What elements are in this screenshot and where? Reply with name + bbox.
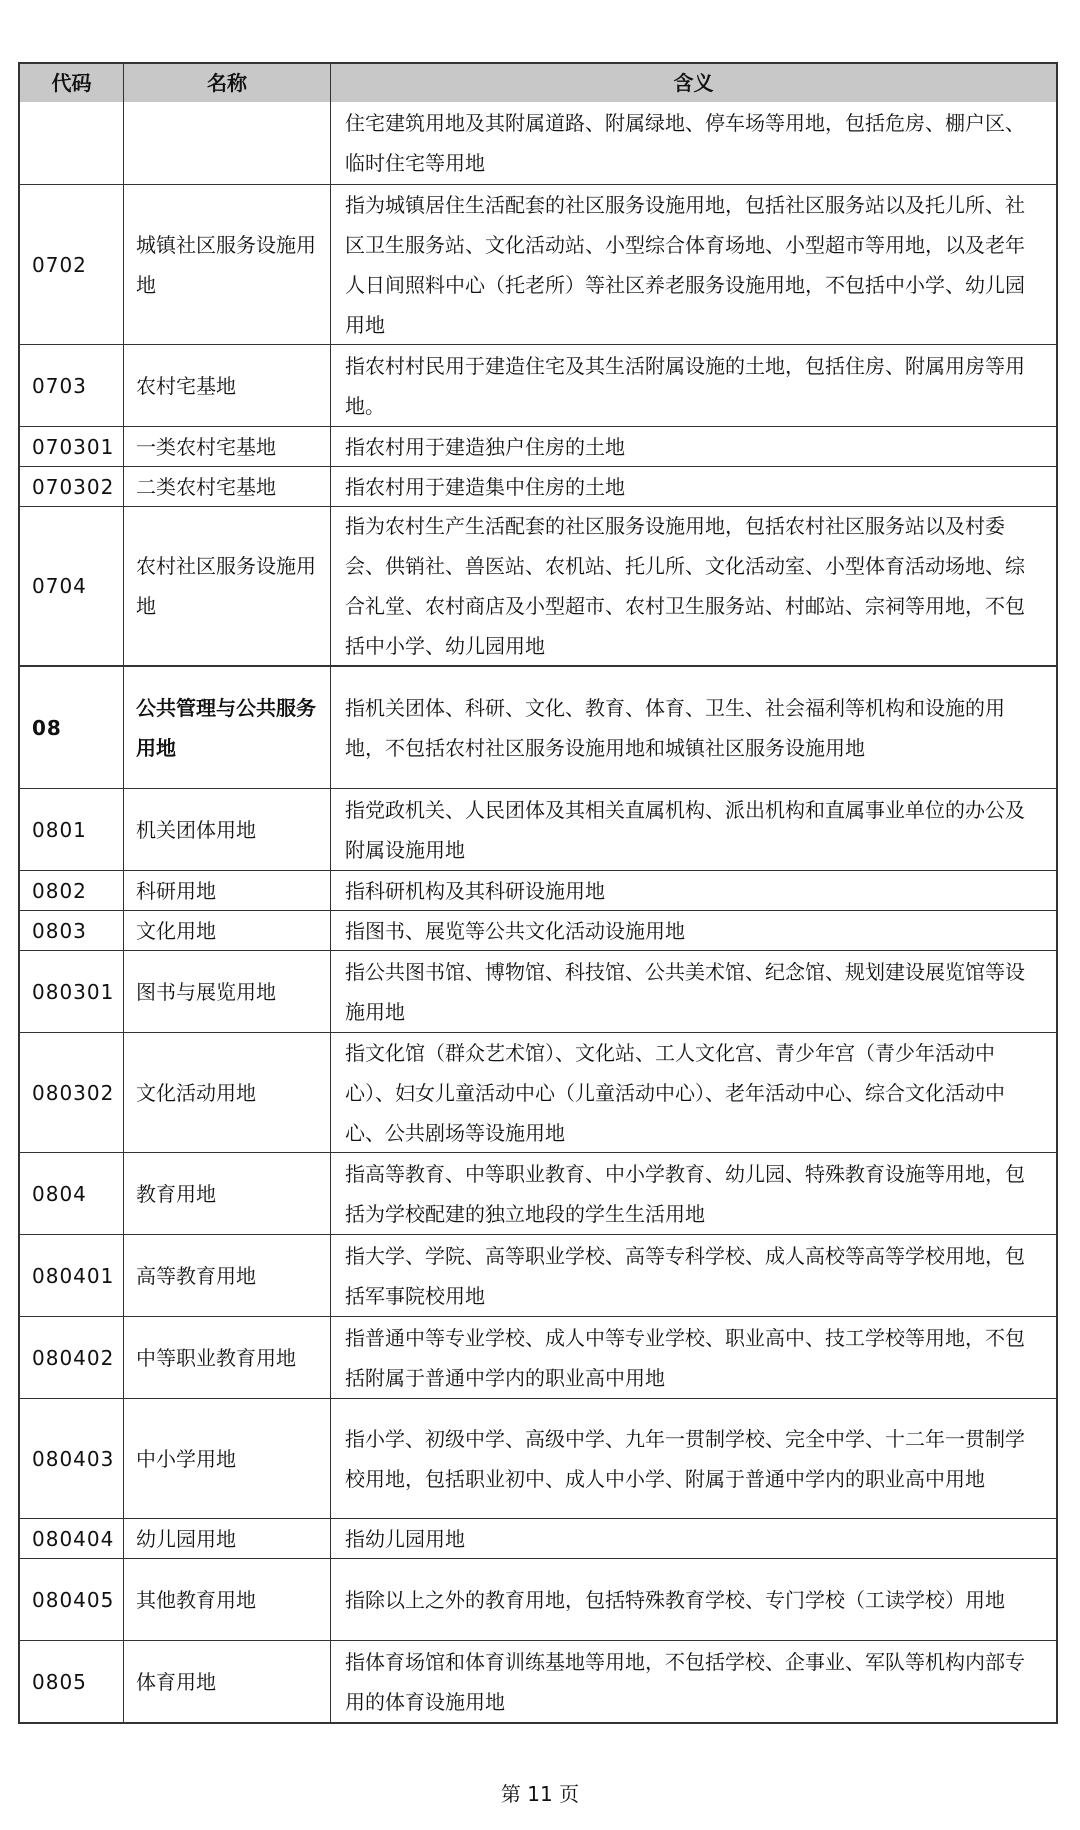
row-code: 080401 [20, 1235, 124, 1316]
table-row [20, 870, 1056, 910]
row-meaning: 指为农村生产生活配套的社区服务设施用地，包括农村社区服务站以及村委会、供销社、兽医站、农机站、托儿所、文化活动室、小型体育活动场地、综合礼堂、农村商店及小型超市、农村卫生服务站、村邮站、宗祠等用地，不包括中小学、幼儿园用地 [345, 514, 1025, 658]
row-meaning: 指高等教育、中等职业教育、中小学教育、幼儿园、特殊教育设施等用地，包括为学校配建的独立地段的学生生活用地 [345, 1161, 1025, 1226]
row-code: 080402 [20, 1317, 124, 1398]
header-meaning: 含义 [673, 71, 714, 95]
table-row [20, 910, 1056, 950]
row-meaning: 指公共图书馆、博物馆、科技馆、公共美术馆、纪念馆、规划建设展览馆等设施用地 [345, 959, 1025, 1024]
table-row [20, 666, 1056, 788]
row-name: 一类农村宅基地 [124, 427, 331, 466]
row-code: 080302 [20, 1033, 124, 1152]
row-meaning: 指为城镇居住生活配套的社区服务设施用地，包括社区服务站以及托儿所、社区卫生服务站、文化活动站、小型综合体育场地、小型超市等用地，以及老年人日间照料中心（托老所）等社区养老服务设施用地，不包括中小学、幼儿园用地 [345, 192, 1025, 337]
row-meaning: 住宅建筑用地及其附属道路、附属绿地、停车场等用地，包括危房、棚户区、临时住宅等用地 [345, 111, 1025, 175]
row-name: 文化用地 [124, 911, 331, 950]
row-name: 农村社区服务设施用地 [124, 507, 331, 665]
row-code: 0803 [20, 911, 124, 950]
row-code [20, 102, 124, 184]
table-row [20, 426, 1056, 466]
row-meaning: 指农村用于建造集中住房的土地 [345, 474, 625, 499]
row-code: 080405 [20, 1559, 124, 1640]
row-code: 080404 [20, 1519, 124, 1558]
table-row [20, 1152, 1056, 1234]
row-code: 070302 [20, 467, 124, 506]
row-name: 科研用地 [124, 871, 331, 910]
row-name: 高等教育用地 [124, 1235, 331, 1316]
row-code: 070301 [20, 427, 124, 466]
table-row [20, 1640, 1056, 1722]
row-meaning: 指图书、展览等公共文化活动设施用地 [345, 918, 685, 943]
row-meaning: 指幼儿园用地 [345, 1526, 465, 1551]
row-code: 08 [20, 667, 124, 788]
table-row [20, 102, 1056, 184]
row-name: 公共管理与公共服务用地 [124, 667, 331, 788]
row-meaning: 指大学、学院、高等职业学校、高等专科学校、成人高校等高等学校用地，包括军事院校用地 [345, 1243, 1025, 1308]
table-row [20, 1398, 1056, 1518]
table-row [20, 788, 1056, 870]
row-name: 教育用地 [124, 1153, 331, 1234]
page-number: 第 11 页 [500, 1782, 580, 1806]
row-code: 0802 [20, 871, 124, 910]
table-row [20, 466, 1056, 506]
row-name: 二类农村宅基地 [124, 467, 331, 506]
table-row [20, 1234, 1056, 1316]
table-row [20, 1518, 1056, 1558]
table-row [20, 1316, 1056, 1398]
row-code: 0801 [20, 789, 124, 870]
row-code: 0805 [20, 1641, 124, 1722]
header-name: 名称 [124, 64, 331, 102]
row-name: 中小学用地 [124, 1399, 331, 1518]
table-row [20, 506, 1056, 666]
row-meaning: 指文化馆（群众艺术馆）、文化站、工人文化宫、青少年宫（青少年活动中心）、妇女儿童活动中心（儿童活动中心）、老年活动中心、综合文化活动中心、公共剧场等设施用地 [345, 1040, 1005, 1145]
row-meaning: 指农村用于建造独户住房的土地 [345, 434, 625, 459]
row-meaning: 指体育场馆和体育训练基地等用地，不包括学校、企事业、军队等机构内部专用的体育设施用地 [345, 1649, 1025, 1714]
table-row [20, 184, 1056, 344]
header-code: 代码 [20, 64, 124, 102]
row-name: 中等职业教育用地 [124, 1317, 331, 1398]
table-row [20, 344, 1056, 426]
row-code: 080403 [20, 1399, 124, 1518]
row-code: 0703 [20, 345, 124, 426]
row-meaning: 指机关团体、科研、文化、教育、体育、卫生、社会福利等机构和设施的用地，不包括农村社区服务设施用地和城镇社区服务设施用地 [345, 695, 1005, 760]
row-name: 幼儿园用地 [124, 1519, 331, 1558]
row-code: 0702 [20, 185, 124, 344]
row-meaning: 指除以上之外的教育用地，包括特殊教育学校、专门学校（工读学校）用地 [345, 1587, 1005, 1612]
row-meaning: 指普通中等专业学校、成人中等专业学校、职业高中、技工学校等用地，不包括附属于普通中学内的职业高中用地 [345, 1325, 1025, 1390]
row-meaning: 指小学、初级中学、高级中学、九年一贯制学校、完全中学、十二年一贯制学校用地，包括职业初中、成人中小学、附属于普通中学内的职业高中用地 [345, 1426, 1025, 1491]
row-name: 农村宅基地 [124, 345, 331, 426]
row-code: 0804 [20, 1153, 124, 1234]
row-meaning: 指党政机关、人民团体及其相关直属机构、派出机构和直属事业单位的办公及附属设施用地 [345, 797, 1025, 862]
row-code: 0704 [20, 507, 124, 665]
row-meaning: 指农村村民用于建造住宅及其生活附属设施的土地，包括住房、附属用房等用地。 [345, 353, 1025, 418]
table-header-row [20, 64, 1056, 102]
table-row [20, 950, 1056, 1032]
row-name: 城镇社区服务设施用地 [124, 185, 331, 344]
row-code: 080301 [20, 951, 124, 1032]
row-name: 机关团体用地 [124, 789, 331, 870]
table-row [20, 1558, 1056, 1640]
row-name: 图书与展览用地 [124, 951, 331, 1032]
table-row [20, 1032, 1056, 1152]
row-name: 文化活动用地 [124, 1033, 331, 1152]
land-use-table [18, 62, 1058, 1724]
row-name: 体育用地 [124, 1641, 331, 1722]
row-name: 其他教育用地 [124, 1559, 331, 1640]
table-body [20, 102, 1056, 1722]
row-meaning: 指科研机构及其科研设施用地 [345, 878, 605, 903]
row-name [124, 102, 331, 184]
